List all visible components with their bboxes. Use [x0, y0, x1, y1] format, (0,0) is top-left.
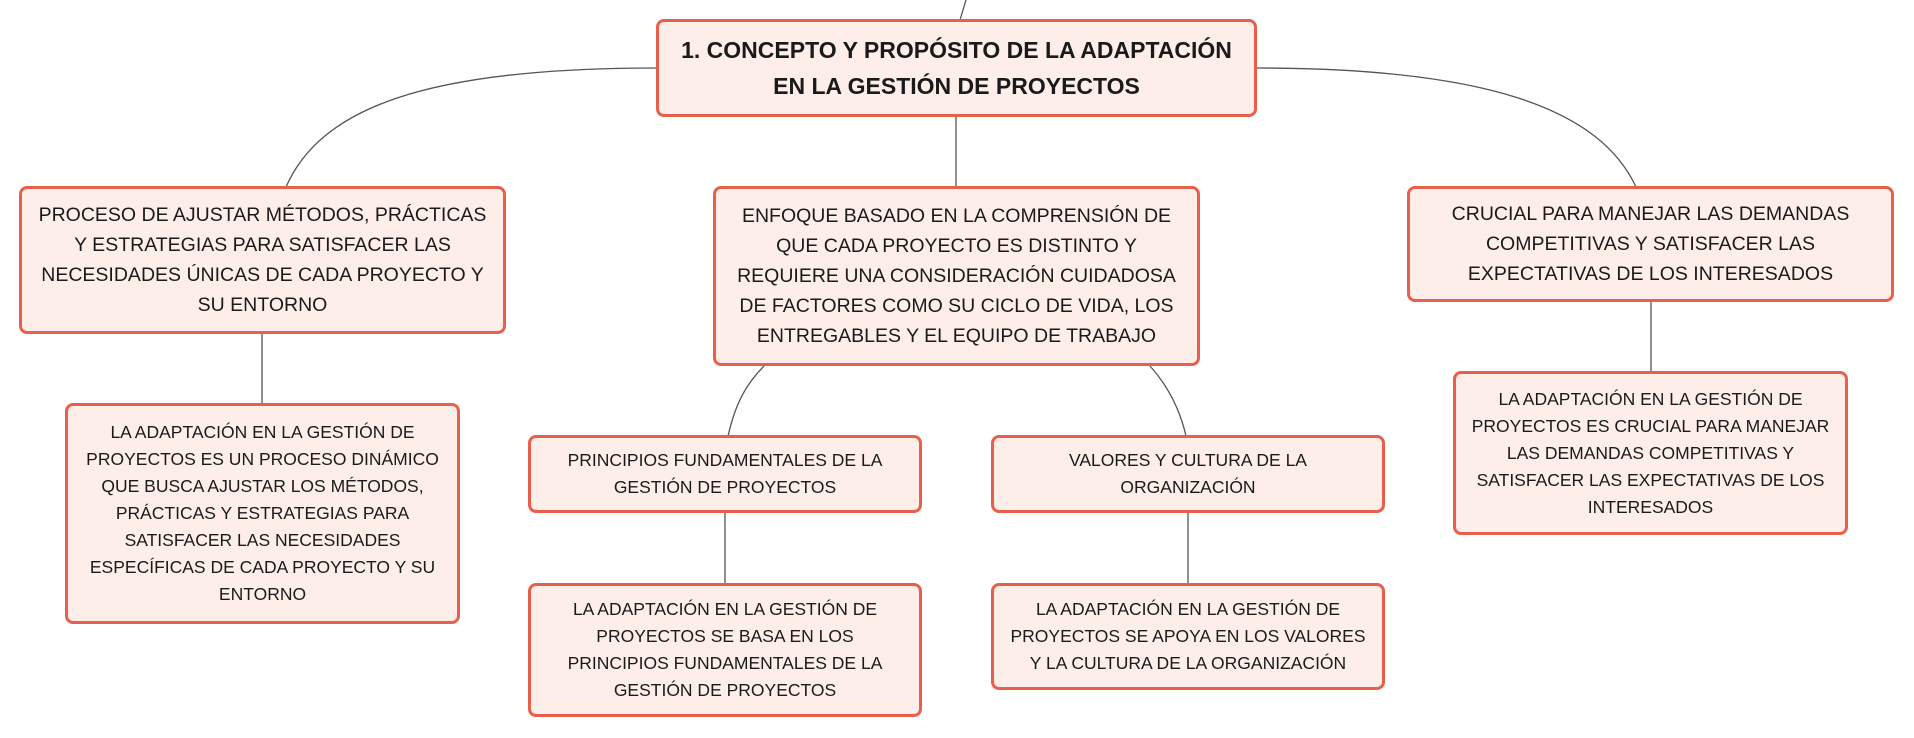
principles-topic-node[interactable] [528, 435, 922, 513]
right-topic-node[interactable] [1407, 186, 1894, 302]
right-subtopic-node[interactable] [1453, 371, 1848, 535]
center-topic-node[interactable] [713, 186, 1200, 366]
left-topic-label: PROCESO DE AJUSTAR MÉTODOS, PRÁCTICAS Y ESTRATEGIAS PARA SATISFACER LAS NECESIDADES ÚNICAS DE CADA PROYECTO Y SU ENTORNO [38, 204, 487, 316]
connector-center-values [1150, 366, 1186, 436]
values-subtopic-node[interactable] [991, 583, 1385, 690]
root-topic-label: 1. CONCEPTO Y PROPÓSITO DE LA ADAPTACIÓN EN LA GESTIÓN DE PROYECTOS [681, 37, 1232, 99]
values-subtopic-label: LA ADAPTACIÓN EN LA GESTIÓN DE PROYECTOS SE APOYA EN LOS VALORES Y LA CULTURA DE LA ORGANIZACIÓN [1010, 599, 1366, 673]
values-topic-node[interactable] [991, 435, 1385, 513]
connector-root-right [1256, 68, 1636, 187]
connector-root-left [286, 68, 656, 187]
connector-center-principles [728, 366, 764, 436]
right-subtopic-label: LA ADAPTACIÓN EN LA GESTIÓN DE PROYECTOS ES CRUCIAL PARA MANEJAR LAS DEMANDAS COMPETITIVAS Y SATISFACER LAS EXPECTATIVAS DE LOS INTERESADOS [1471, 388, 1830, 517]
connector-root-parent [960, 0, 966, 20]
right-topic-label: CRUCIAL PARA MANEJAR LAS DEMANDAS COMPETITIVAS Y SATISFACER LAS EXPECTATIVAS DE LOS INTERESADOS [1451, 203, 1850, 285]
principles-subtopic-node[interactable] [528, 583, 922, 717]
root-topic-node[interactable] [656, 19, 1257, 117]
left-subtopic-label: LA ADAPTACIÓN EN LA GESTIÓN DE PROYECTOS ES UN PROCESO DINÁMICO QUE BUSCA AJUSTAR LOS MÉTODOS, PRÁCTICAS Y ESTRATEGIAS PARA SATISFACER LAS NECESIDADES ESPECÍFICAS DE CADA PROYECTO Y SU ENTORNO [86, 422, 439, 604]
principles-subtopic-label: LA ADAPTACIÓN EN LA GESTIÓN DE PROYECTOS SE BASA EN LOS PRINCIPIOS FUNDAMENTALES DE LA GESTIÓN DE PROYECTOS [567, 599, 883, 700]
left-subtopic-node[interactable] [65, 403, 460, 624]
left-topic-node[interactable] [19, 186, 506, 334]
values-topic-label: VALORES Y CULTURA DE LA ORGANIZACIÓN [1069, 450, 1307, 497]
center-topic-label: ENFOQUE BASADO EN LA COMPRENSIÓN DE QUE CADA PROYECTO ES DISTINTO Y REQUIERE UNA CONSIDERACIÓN CUIDADOSA DE FACTORES COMO SU CICLO DE VIDA, LOS ENTREGABLES Y EL EQUIPO DE TRABAJO [737, 205, 1176, 347]
principles-topic-label: PRINCIPIOS FUNDAMENTALES DE LA GESTIÓN DE PROYECTOS [567, 450, 883, 497]
